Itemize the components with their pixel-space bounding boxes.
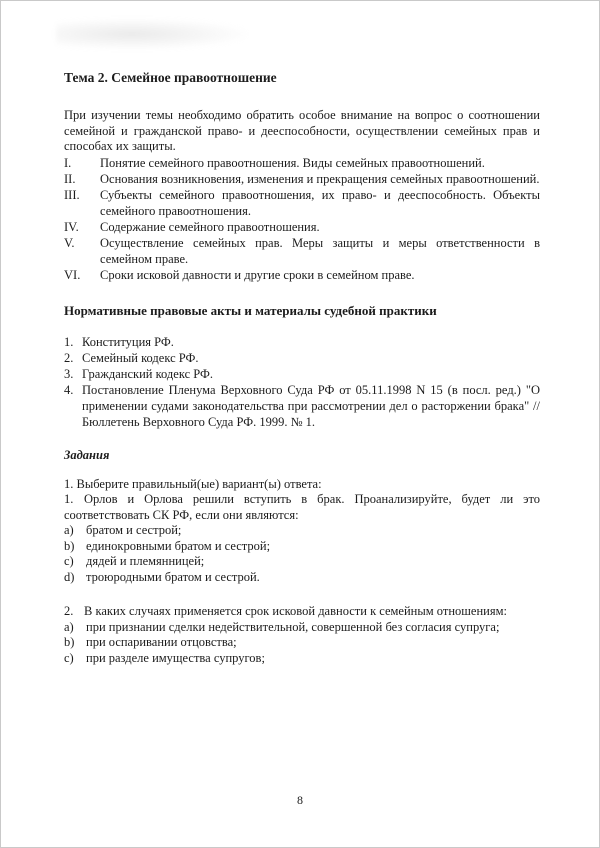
act-item-text: Постановление Пленума Верховного Суда РФ от 05.11.1998 N 15 (в посл. ред.) "О применении судами законодательства при рассмотрении дел о расторжении брака" // Бюллетень Верховного Суда РФ. 1999. № 1. bbox=[82, 382, 540, 429]
act-item bbox=[64, 382, 540, 430]
act-item bbox=[64, 350, 540, 366]
act-item-number: 2. bbox=[64, 350, 74, 365]
outline-item-number: III. bbox=[64, 187, 80, 202]
act-item-number: 1. bbox=[64, 334, 74, 349]
answer-option bbox=[64, 651, 540, 667]
outline-item-text: Субъекты семейного правоотношения, их право- и дееспособность. Объекты семейного правоотношения. bbox=[100, 187, 540, 218]
topic-outline-list bbox=[64, 155, 540, 283]
act-item-number: 4. bbox=[64, 382, 74, 397]
task-intro: 1. Выберите правильный(ые) вариант(ы) ответа: bbox=[64, 476, 322, 491]
question-text bbox=[64, 492, 540, 523]
question-body: Орлов и Орлова решили вступить в брак. Проанализируйте, будет ли это соответствовать СК РФ, если они являются: bbox=[64, 492, 540, 522]
option-text: при признании сделки недействительной, совершенной без согласия супруга; bbox=[86, 619, 500, 634]
question-body: В каких случаях применяется срок исковой давности к семейным отношениям: bbox=[84, 604, 507, 618]
option-letter: b) bbox=[64, 538, 75, 553]
question-number: 2. bbox=[64, 604, 74, 618]
option-text: троюродными братом и сестрой. bbox=[86, 569, 260, 584]
option-letter: a) bbox=[64, 523, 74, 537]
question-2 bbox=[64, 604, 540, 666]
answer-option bbox=[64, 570, 540, 586]
act-item bbox=[64, 334, 540, 350]
scan-artifact bbox=[56, 19, 246, 49]
answer-option bbox=[64, 539, 540, 555]
outline-item bbox=[64, 267, 540, 283]
act-item bbox=[64, 366, 540, 382]
outline-item bbox=[64, 219, 540, 235]
option-text: братом и сестрой; bbox=[86, 523, 182, 537]
outline-item-text: Осуществление семейных прав. Меры защиты и меры ответственности в семейном праве. bbox=[100, 235, 540, 266]
option-text: при оспаривании отцовства; bbox=[86, 635, 237, 649]
legal-acts-list bbox=[64, 334, 540, 430]
outline-item bbox=[64, 235, 540, 267]
intro-paragraph: При изучении темы необходимо обратить особое внимание на вопрос о соотношении семейной и гражданской право- и дееспособности, осуществлении семейных прав и способах их защиты. bbox=[64, 108, 540, 153]
outline-item-text: Основания возникновения, изменения и прекращения семейных правоотношений. bbox=[100, 171, 540, 186]
outline-item-text: Сроки исковой давности и другие сроки в семейном праве. bbox=[100, 267, 415, 282]
option-letter: c) bbox=[64, 650, 74, 665]
option-letter: c) bbox=[64, 554, 74, 568]
answer-option bbox=[64, 635, 540, 651]
option-letter: b) bbox=[64, 635, 75, 649]
outline-item bbox=[64, 155, 540, 171]
tasks-heading: Задания bbox=[64, 447, 110, 462]
outline-item-number: V. bbox=[64, 235, 75, 250]
answer-option bbox=[64, 554, 540, 570]
acts-section-heading: Нормативные правовые акты и материалы судебной практики bbox=[64, 302, 437, 318]
outline-item bbox=[64, 187, 540, 219]
option-letter: d) bbox=[64, 569, 75, 584]
outline-item-number: IV. bbox=[64, 219, 79, 234]
question-number: 1. bbox=[64, 492, 74, 506]
option-letter: a) bbox=[64, 619, 74, 634]
outline-item-number: I. bbox=[64, 155, 72, 170]
act-item-text: Семейный кодекс РФ. bbox=[82, 350, 199, 365]
answer-option bbox=[64, 620, 540, 636]
option-text: дядей и племянницей; bbox=[86, 554, 205, 568]
act-item-text: Конституция РФ. bbox=[82, 334, 174, 349]
outline-item-text: Понятие семейного правоотношения. Виды семейных правоотношений. bbox=[100, 155, 485, 170]
option-text: единокровными братом и сестрой; bbox=[86, 538, 271, 553]
answer-option bbox=[64, 523, 540, 539]
page-number: 8 bbox=[297, 793, 303, 807]
act-item-text: Гражданский кодекс РФ. bbox=[82, 366, 214, 381]
option-text: при разделе имущества супругов; bbox=[86, 650, 265, 665]
act-item-number: 3. bbox=[64, 366, 74, 381]
page-title: Тема 2. Семейное правоотношение bbox=[64, 70, 277, 85]
outline-item-number: VI. bbox=[64, 267, 81, 282]
outline-item-number: II. bbox=[64, 171, 76, 186]
outline-item bbox=[64, 171, 540, 187]
question-1 bbox=[64, 492, 540, 585]
question-text bbox=[64, 604, 540, 620]
outline-item-text: Содержание семейного правоотношения. bbox=[100, 219, 320, 234]
